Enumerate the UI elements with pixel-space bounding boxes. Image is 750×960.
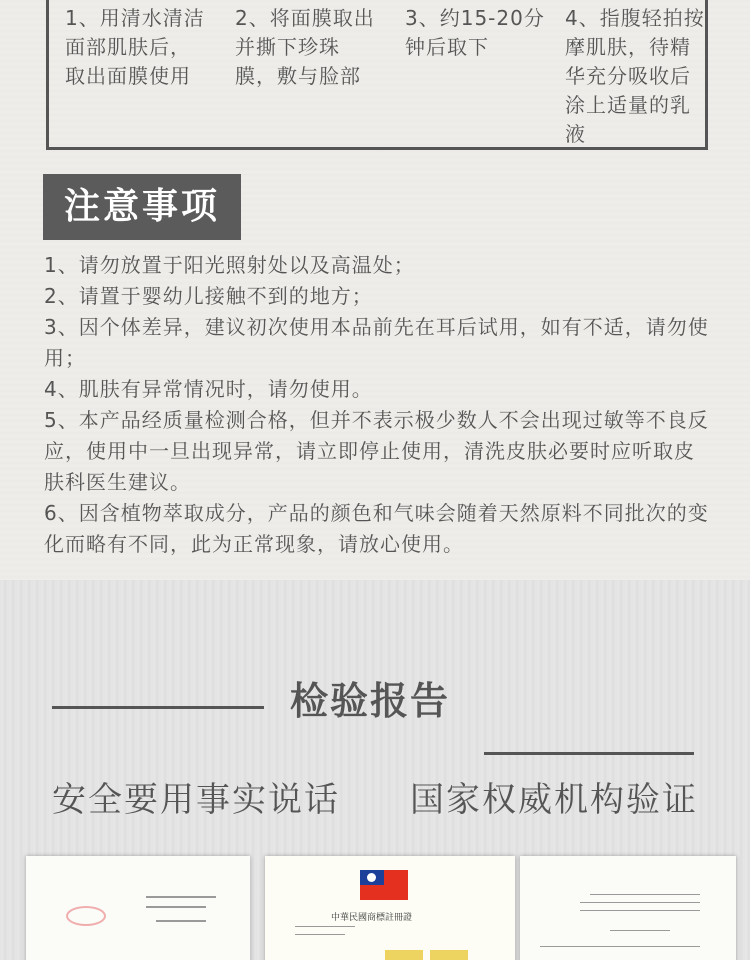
step-1-text: 1、用清水清洁面部肌肤后，取出面膜使用 (65, 6, 205, 88)
notice-item: 2、请置于婴幼儿接触不到的地方； (44, 284, 373, 308)
slogan-right: 国家权威机构验证 (410, 780, 698, 820)
certificate-image-2 (265, 856, 515, 960)
certificate-image-1 (26, 856, 250, 960)
notice-item: 4、肌肤有异常情况时，请勿使用。 (44, 377, 373, 401)
certificate-heading: 中華民國商標註冊證 (331, 913, 413, 923)
usage-steps-box (46, 0, 708, 150)
notice-item: 5、本产品经质量检测合格，但并不表示极少数人不会出现过敏等不良反应，使用中一旦出现异常，请立即停止使用，清洗皮肤必要时应听取皮肤科医生建议。 (44, 408, 709, 494)
gold-seal (430, 950, 468, 960)
decorative-divider-right (484, 752, 694, 755)
certificate-image-3 (520, 856, 736, 960)
decorative-divider-left (52, 706, 264, 709)
notice-list (44, 250, 714, 560)
notice-item: 1、请勿放置于阳光照射处以及高温处； (44, 253, 415, 277)
report-title: 检验报告 (290, 679, 451, 723)
notice-item: 6、因含植物萃取成分，产品的颜色和气味会随着天然原料不同批次的变化而略有不同，此为正常现象，请放心使用。 (44, 501, 709, 556)
step-2-text: 2、将面膜取出并撕下珍珠膜，敷与脸部 (235, 6, 375, 88)
gold-seal (385, 950, 423, 960)
notice-title: 注意事项 (43, 174, 241, 240)
slogan-left: 安全要用事实说话 (52, 780, 340, 820)
step-3-text: 3、约15-20分钟后取下 (405, 6, 545, 59)
notice-item: 3、因个体差异，建议初次使用本品前先在耳后试用，如有不适，请勿使用； (44, 315, 709, 370)
flag-emblem (360, 870, 408, 900)
step-4-text: 4、指腹轻拍按摩肌肤，待精华充分吸收后涂上适量的乳液 (565, 6, 705, 146)
red-stamp-mark (66, 906, 106, 926)
